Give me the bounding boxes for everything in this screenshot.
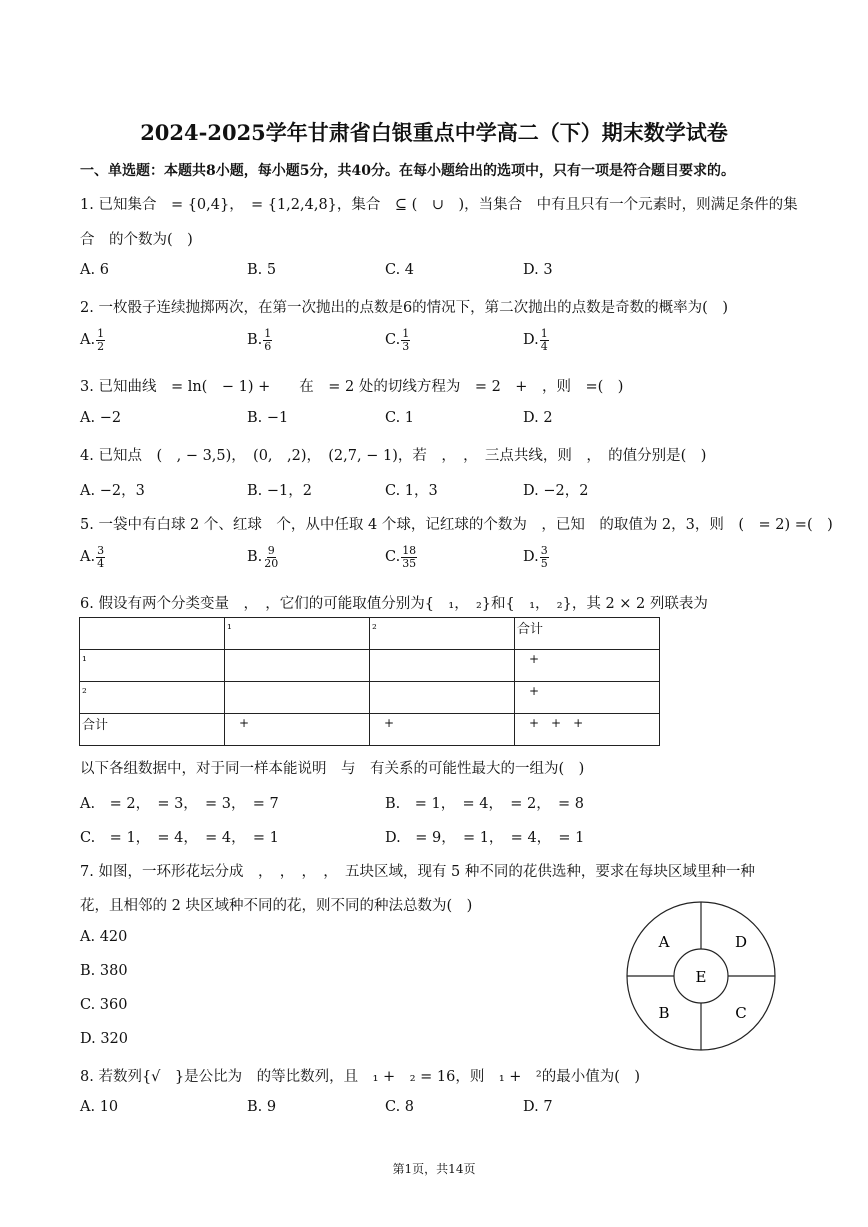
- q1-option-b: B. 5: [247, 262, 277, 278]
- q4-option-a: A. −2，3: [80, 483, 145, 499]
- q3-option-d: D. 2: [523, 410, 553, 426]
- region-label-a: A: [658, 933, 670, 951]
- q4-stem: 4. 已知点 ( , − 3,5)， (0, ,2)， (2,7, − 1)，若 ， ， 三点共线，则 ， 的值分别是( ): [80, 448, 707, 464]
- q2-option-b: B. $\frac{1}{6}$: [247, 327, 272, 353]
- region-label-c: C: [735, 1004, 747, 1022]
- table-cell: [80, 618, 225, 650]
- q8-option-b: B. 9: [247, 1099, 277, 1115]
- q6-follow: 以下各组数据中，对于同一样本能说明 与 有关系的可能性最大的一组为( ): [80, 761, 585, 777]
- q7-option-b: B. 380: [80, 963, 128, 979]
- table-cell: [370, 682, 515, 714]
- table-row: [80, 618, 660, 650]
- q2-option-d: D. $\frac{1}{4}$: [523, 327, 548, 353]
- q5-stem: 5. 一袋中有白球 2 个、红球 个，从中任取 4 个球，记红球的个数为 ，已知 的取值为 2，3，则 ( = 2) =( ): [80, 517, 833, 533]
- table-cell: [225, 650, 370, 682]
- q2-option-c: C. $\frac{1}{3}$: [385, 327, 410, 353]
- q6-option-b: B. = 1， = 4， = 2， = 8: [385, 796, 584, 812]
- table-row: [80, 682, 660, 714]
- region-label-e: E: [695, 968, 707, 986]
- q5-option-c: C. $\frac{18}{35}$: [385, 544, 417, 570]
- q2-option-a: A. $\frac{1}{2}$: [80, 327, 105, 353]
- q7-stem-line1: 7. 如图，一环形花坛分成 ， ， ， ， 五块区域，现有 5 种不同的花供选种，要求在每块区域里种一种: [80, 864, 755, 880]
- table-cell: ₁: [80, 650, 225, 682]
- q8-stem: 8. 若数列{√ }是公比为 的等比数列，且 ₁ + ₂ = 16，则 ₁ + ²的最小值为( ): [80, 1069, 641, 1085]
- q5-option-a: A. $\frac{3}{4}$: [80, 544, 105, 570]
- table-cell: +: [515, 682, 660, 714]
- table-row: [80, 650, 660, 682]
- q5-option-d: D. $\frac{3}{5}$: [523, 544, 548, 570]
- table-cell: + + +: [515, 714, 660, 746]
- q6-option-c: C. = 1， = 4， = 4， = 1: [80, 830, 279, 846]
- q2-stem: 2. 一枚骰子连续抛掷两次，在第一次抛出的点数是6的情况下，第二次抛出的点数是奇数的概率为( ): [80, 300, 728, 316]
- page-footer: 第1页，共14页: [392, 1162, 476, 1176]
- table-cell: +: [515, 650, 660, 682]
- table-cell: [225, 682, 370, 714]
- q7-stem-line2: 花，且相邻的 2 块区域种不同的花，则不同的种法总数为( ): [80, 898, 473, 914]
- paper-title: 2024-2025学年甘肃省白银重点中学高二（下）期末数学试卷: [140, 120, 728, 145]
- q3-stem: 3. 已知曲线 = ln( − 1) + 在 = 2 处的切线方程为 = 2 + ，则 =( ): [80, 379, 624, 395]
- q4-option-b: B. −1，2: [247, 483, 312, 499]
- region-label-b: B: [658, 1004, 670, 1022]
- table-row: [80, 714, 660, 746]
- q7-option-d: D. 320: [80, 1031, 129, 1047]
- table-cell: ₂: [80, 682, 225, 714]
- q6-option-d: D. = 9， = 1， = 4， = 1: [385, 830, 585, 846]
- q7-option-c: C. 360: [80, 997, 128, 1013]
- region-label-d: D: [734, 933, 748, 951]
- q3-option-b: B. −1: [247, 410, 289, 426]
- flower-bed-diagram: [625, 900, 777, 1052]
- q8-option-c: C. 8: [385, 1099, 415, 1115]
- q1-stem-line2: 合 的个数为( ): [80, 232, 193, 248]
- q4-option-c: C. 1，3: [385, 483, 438, 499]
- q1-option-a: A. 6: [80, 262, 109, 278]
- q1-option-d: D. 3: [523, 262, 553, 278]
- q7-option-a: A. 420: [80, 929, 128, 945]
- table-cell: ₁: [225, 618, 370, 650]
- q1-option-c: C. 4: [385, 262, 415, 278]
- table-cell: +: [225, 714, 370, 746]
- table-cell: 合计: [515, 618, 660, 650]
- q4-option-d: D. −2，2: [523, 483, 589, 499]
- q5-option-b: B. $\frac{9}{20}$: [247, 544, 279, 570]
- q8-option-a: A. 10: [80, 1099, 119, 1115]
- table-cell: 合计: [80, 714, 225, 746]
- table-cell: +: [370, 714, 515, 746]
- q1-stem-line1: 1. 已知集合 = {0,4}， = {1,2,4,8}，集合 ⊆ ( ∪ )，当集合 中有且只有一个元素时，则满足条件的集: [80, 197, 798, 213]
- q3-option-c: C. 1: [385, 410, 415, 426]
- q6-stem: 6. 假设有两个分类变量 ， ，它们的可能取值分别为{ ₁， ₂}和{ ₁， ₂}，其 2 × 2 列联表为: [80, 596, 708, 612]
- table-cell: ₂: [370, 618, 515, 650]
- q6-option-a: A. = 2， = 3， = 3， = 7: [80, 796, 279, 812]
- contingency-table: [79, 617, 660, 746]
- table-cell: [370, 650, 515, 682]
- section-heading: 一、单选题：本题共8小题，每小题5分，共40分。在每小题给出的选项中，只有一项是符合题目要求的。: [80, 163, 735, 179]
- q3-option-a: A. −2: [80, 410, 122, 426]
- q8-option-d: D. 7: [523, 1099, 553, 1115]
